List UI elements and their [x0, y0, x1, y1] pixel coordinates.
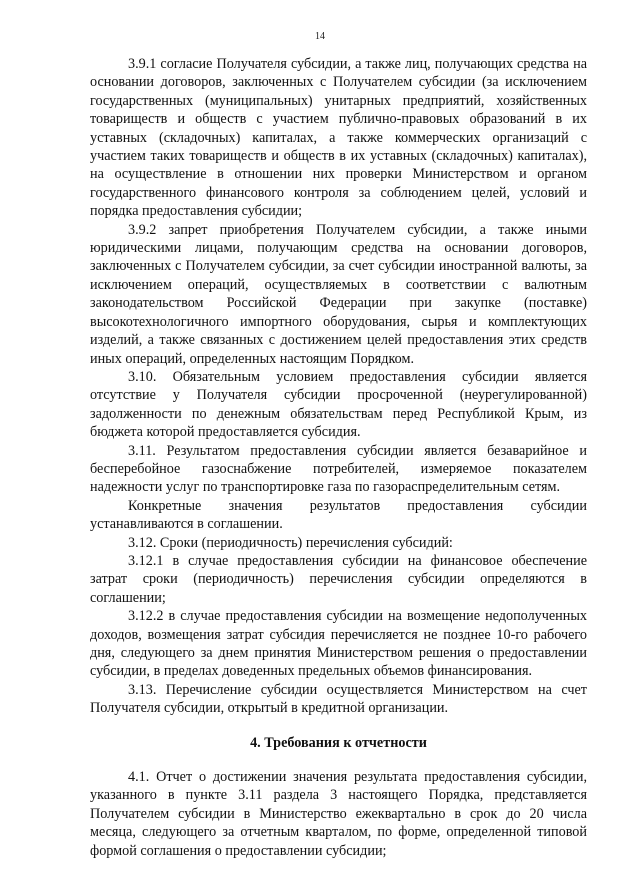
document-body: [90, 55, 587, 860]
paragraph-3-13: 3.13. Перечисление субсидии осуществляется Министерством на счет Получателя субсидии, открытый в кредитной организации.: [90, 681, 587, 717]
paragraph-3-12-1: 3.12.1 в случае предоставления субсидии на финансовое обеспечение затрат сроки (периодичность) перечисления субсидии определяются в соглашении;: [90, 552, 587, 606]
paragraph-3-9-2: 3.9.2 запрет приобретения Получателем субсидии, а также иными юридическими лицами, получающим средства на основании договоров, заключенных с Получателем субсидии, за счет субсидии иностранной валюты, за исключением операций, осуществляемых в соответствии с валютным законодательством Российской Федерации при закупке (поставке) высокотехнологичного импортного оборудования, сырья и комплектующих изделий, а также связанных с достижением целей предоставления этих средств иных операций, определенных настоящим Порядком.: [90, 221, 587, 367]
paragraph-3-12: 3.12. Сроки (периодичность) перечисления субсидий:: [128, 534, 453, 551]
paragraph-3-11: 3.11. Результатом предоставления субсидии является безаварийное и бесперебойное газоснабжение потребителей, измеряемое показателем надежности услуг по транспортировке газа по газораспределительным сетям.: [90, 442, 587, 496]
paragraph-4-1: 4.1. Отчет о достижении значения результата предоставления субсидии, указанного в пункте 3.11 раздела 3 настоящего Порядка, представляется Получателем субсидии в Министерство ежеквартально в срок до 20 числа месяца, следующего за отчетным кварталом, по форме, определенной типовой формой соглашения о предоставлении субсидии;: [90, 769, 587, 859]
paragraph-3-10: 3.10. Обязательным условием предоставления субсидии является отсутствие у Получателя субсидии просроченной (неурегулированной) задолженности по денежным обязательствам перед Республикой Крым, из бюджета которой предоставляется субсидия.: [90, 368, 587, 441]
paragraph-3-11-values: Конкретные значения результатов предоставления субсидии устанавливаются в соглашении.: [90, 497, 587, 533]
page-number: 14: [315, 31, 325, 42]
paragraph-3-12-2: 3.12.2 в случае предоставления субсидии на возмещение недополученных доходов, возмещения затрат субсидия перечисляется не позднее 10-го рабочего дня, следующего за днем принятия Министерством решения о предоставлении субсидии, в пределах доведенных предельных объемов финансирования.: [90, 608, 587, 680]
section-heading: 4. Требования к отчетности: [250, 734, 427, 751]
paragraph-3-9-1: 3.9.1 согласие Получателя субсидии, а также лиц, получающих средства на основании договоров, заключенных с Получателем субсидии (за исключением государственных (муниципальных) унитарных предприятий, хозяйственных товариществ и обществ с участием публично-правовых образований в их уставных (складочных) капиталах, а также коммерческих организаций с участием таких товариществ и обществ в их уставных (складочных) капиталах), на осуществление в отношении них проверки Министерством и органом государственного финансового контроля за соблюдением целей, условий и порядка предоставления субсидии;: [90, 56, 587, 220]
